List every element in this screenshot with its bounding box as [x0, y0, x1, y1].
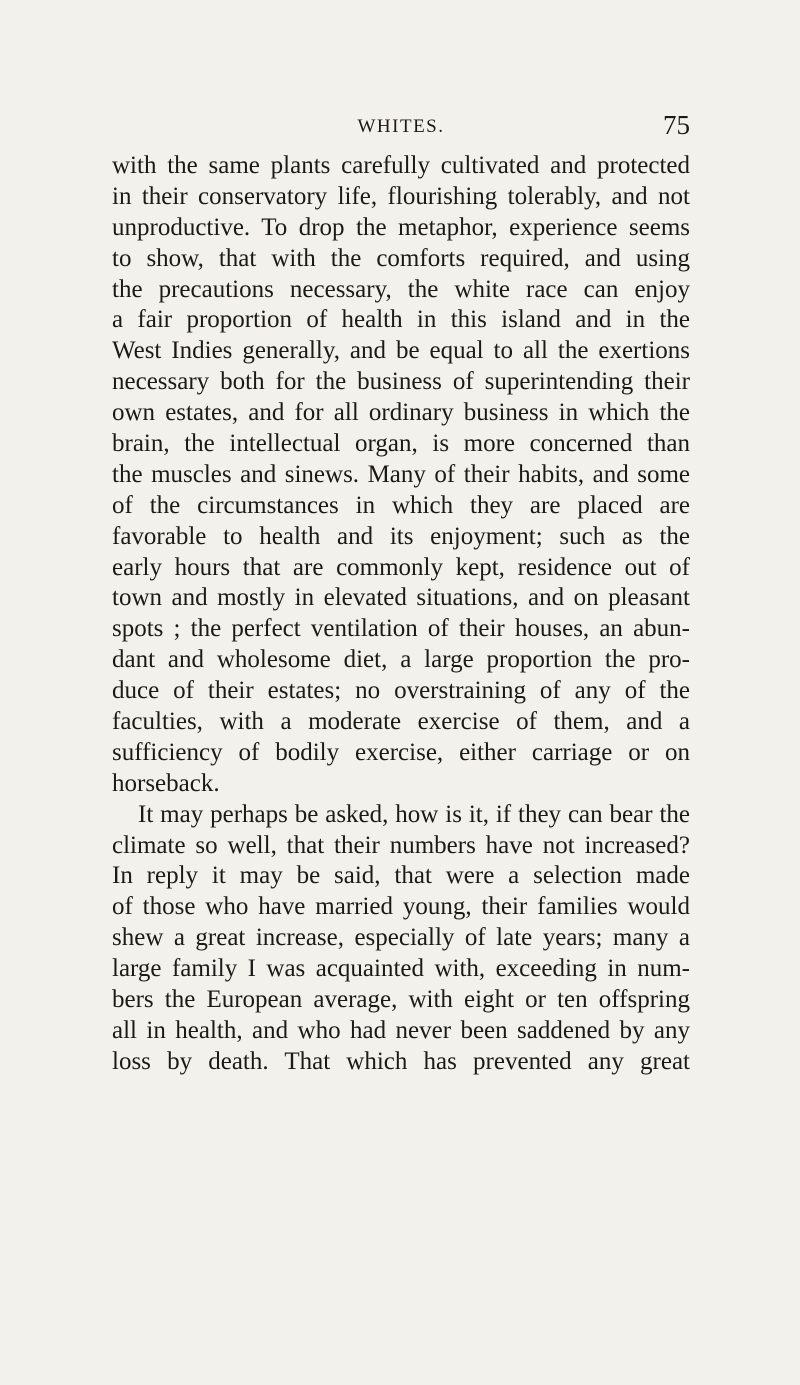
text-line: It may perhaps be asked, how is it, if they can bear the	[138, 800, 690, 828]
text-line: West Indies generally, and be equal to all the exertions	[112, 337, 690, 365]
text-line: necessary both for the business of superintending their	[112, 368, 690, 396]
running-title: WHITES.	[357, 116, 445, 137]
text-line: of the circumstances in which they are placed are	[112, 491, 690, 519]
text-line: own estates, and for all ordinary business in which the	[112, 399, 690, 427]
text-line: spots ; the perfect ventilation of their houses, an abun-	[112, 615, 690, 643]
text-line: the muscles and sinews. Many of their habits, and some	[112, 460, 690, 488]
text-line: horseback.	[112, 769, 220, 797]
text-line: shew a great increase, especially of late years; many a	[112, 924, 690, 952]
text-line: to show, that with the comforts required, and using	[112, 244, 690, 272]
text-line: In reply it may be said, that were a selection made	[112, 862, 690, 890]
text-line: town and mostly in elevated situations, and on pleasant	[112, 584, 690, 612]
text-line: unproductive. To drop the metaphor, experience seems	[112, 213, 690, 241]
text-line: a fair proportion of health in this island and in the	[112, 306, 690, 334]
text-line: the precautions necessary, the white race can enjoy	[112, 275, 690, 303]
text-line: faculties, with a moderate exercise of them, and a	[112, 708, 690, 736]
text-line: with the same plants carefully cultivated and protected	[112, 152, 690, 179]
text-line: sufficiency of bodily exercise, either carriage or on	[112, 738, 690, 766]
text-line: loss by death. That which has prevented any great	[112, 1047, 690, 1075]
text-line: brain, the intellectual organ, is more concerned than	[112, 430, 690, 458]
text-line: of those who have married young, their families would	[112, 893, 690, 921]
text-line: early hours that are commonly kept, residence out of	[112, 553, 690, 581]
text-line: favorable to health and its enjoyment; such as the	[112, 522, 690, 550]
text-line: dant and wholesome diet, a large proportion the pro-	[112, 646, 690, 674]
text-line: large family I was acquainted with, exceeding in num-	[112, 955, 690, 983]
text-line: all in health, and who had never been saddened by any	[112, 1016, 690, 1044]
text-line: in their conservatory life, flourishing tolerably, and not	[112, 182, 690, 210]
running-head	[112, 110, 690, 144]
text-line: duce of their estates; no overstraining of any of the	[112, 677, 690, 705]
page-number: 75	[663, 110, 690, 140]
body-text	[112, 151, 690, 1078]
text-line: bers the European average, with eight or ten offspring	[112, 986, 690, 1014]
text-line: climate so well, that their numbers have not increased?	[112, 831, 690, 859]
